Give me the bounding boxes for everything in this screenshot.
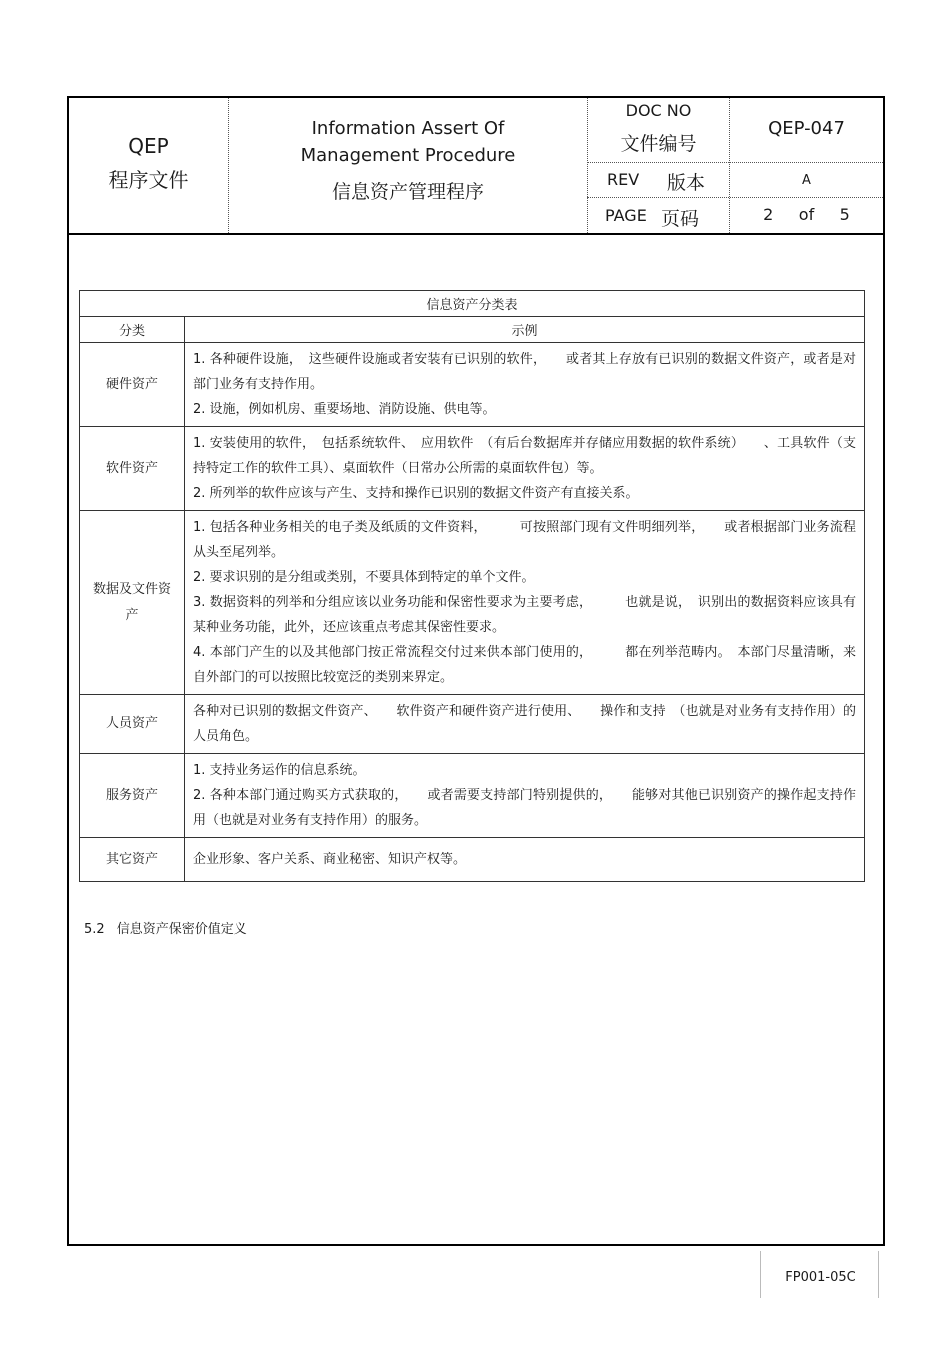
example-line: 2. 各种本部门通过购买方式获取的， 或者需要支持部门特别提供的， 能够对其他已识别资产的操作起支持作用（也就是对业务有支持作用）的服务。 [193,788,857,828]
category-cell: 服务资产 [80,754,185,838]
category-cell: 数据及文件资产 [80,511,185,695]
section-title: 信息资产保密价值定义 [116,922,247,937]
header-divider [587,197,883,198]
page-total: 5 [839,205,850,224]
doc-no-label-zh: 文件编号 [620,133,697,155]
page-number [730,205,883,224]
category-cell: 人员资产 [80,695,185,754]
example-line: 2. 所列举的软件应该与产生、支持和操作已识别的数据文件资产有直接关系。 [193,486,639,501]
asset-classification-table [79,290,865,882]
rev-value: A [802,173,811,188]
example-line: 各种对已识别的数据文件资产、 软件资产和硬件资产进行使用、 操作和支持 （也就是对业务有支持作用）的人员角色。 [193,704,857,744]
title-english-line1: Information Assert Of [311,118,505,139]
form-code: FP001-05C [785,1270,856,1285]
category-cell: 其它资产 [80,838,185,882]
table-row [80,695,865,754]
example-cell [185,754,865,838]
table-caption: 信息资产分类表 [80,291,865,317]
category-cell: 软件资产 [80,427,185,511]
title-chinese: 信息资产管理程序 [331,181,484,203]
footer-box [760,1251,879,1298]
title-english-line2: Management Procedure [300,145,516,166]
section-number: 5.2 [84,922,105,937]
table-row [80,343,865,427]
table-row [80,838,865,882]
example-line: 2. 要求识别的是分组或类别，不要具体到特定的单个文件。 [193,570,535,585]
example-line: 4. 本部门产生的以及其他部门按正常流程交付过来供本部门使用的， 都在列举范畴内。 本部门尽量清晰，来自外部门的可以按照比较宽泛的类别来界定。 [193,645,857,685]
example-line: 1. 安装使用的软件， 包括系统软件、 应用软件 （有后台数据库并存储应用数据的软件系统） 、工具软件（支持特定工作的软件工具）、桌面软件（日常办公所需的桌面软件包）等。 [193,436,857,476]
example-cell [185,343,865,427]
doc-no-label: DOC NO [625,101,692,120]
column-header-category: 分类 [80,317,185,343]
header-bottom-rule [69,233,883,235]
column-header-example: 示例 [185,317,865,343]
example-line: 1. 各种硬件设施， 这些硬件设施或者安装有已识别的软件， 或者其上存放有已识别的数据文件资产，或者是对部门业务有支持作用。 [193,352,857,392]
company-code: QEP [128,134,169,158]
example-line: 1. 支持业务运作的信息系统。 [193,763,366,778]
example-line: 企业形象、客户关系、商业秘密、知识产权等。 [193,852,467,867]
example-line: 2. 设施，例如机房、重要场地、消防设施、供电等。 [193,402,496,417]
page-current: 2 [763,205,774,224]
page-label: PAGE [605,206,647,225]
category-cell: 硬件资产 [80,343,185,427]
table-row [80,754,865,838]
table-row [80,511,865,695]
example-cell [185,427,865,511]
page-of: of [798,205,815,224]
page-label-zh: 页码 [661,208,700,230]
rev-label: REV [607,170,640,189]
example-line: 3. 数据资料的列举和分组应该以业务功能和保密性要求为主要考虑， 也就是说， 识别出的数据资料应该具有某种业务功能，此外，还应该重点考虑其保密性要求。 [193,595,857,635]
example-cell [185,838,865,882]
section-heading [84,918,259,937]
example-cell [185,511,865,695]
doc-no-value: QEP-047 [768,118,845,139]
example-line: 1. 包括各种业务相关的电子类及纸质的文件资料， 可按照部门现有文件明细列举， 或者根据部门业务流程从头至尾列举。 [193,520,857,560]
document-type: 程序文件 [108,168,189,192]
header-divider [587,162,883,163]
rev-label-zh: 版本 [667,172,706,194]
example-cell [185,695,865,754]
table-row [80,427,865,511]
